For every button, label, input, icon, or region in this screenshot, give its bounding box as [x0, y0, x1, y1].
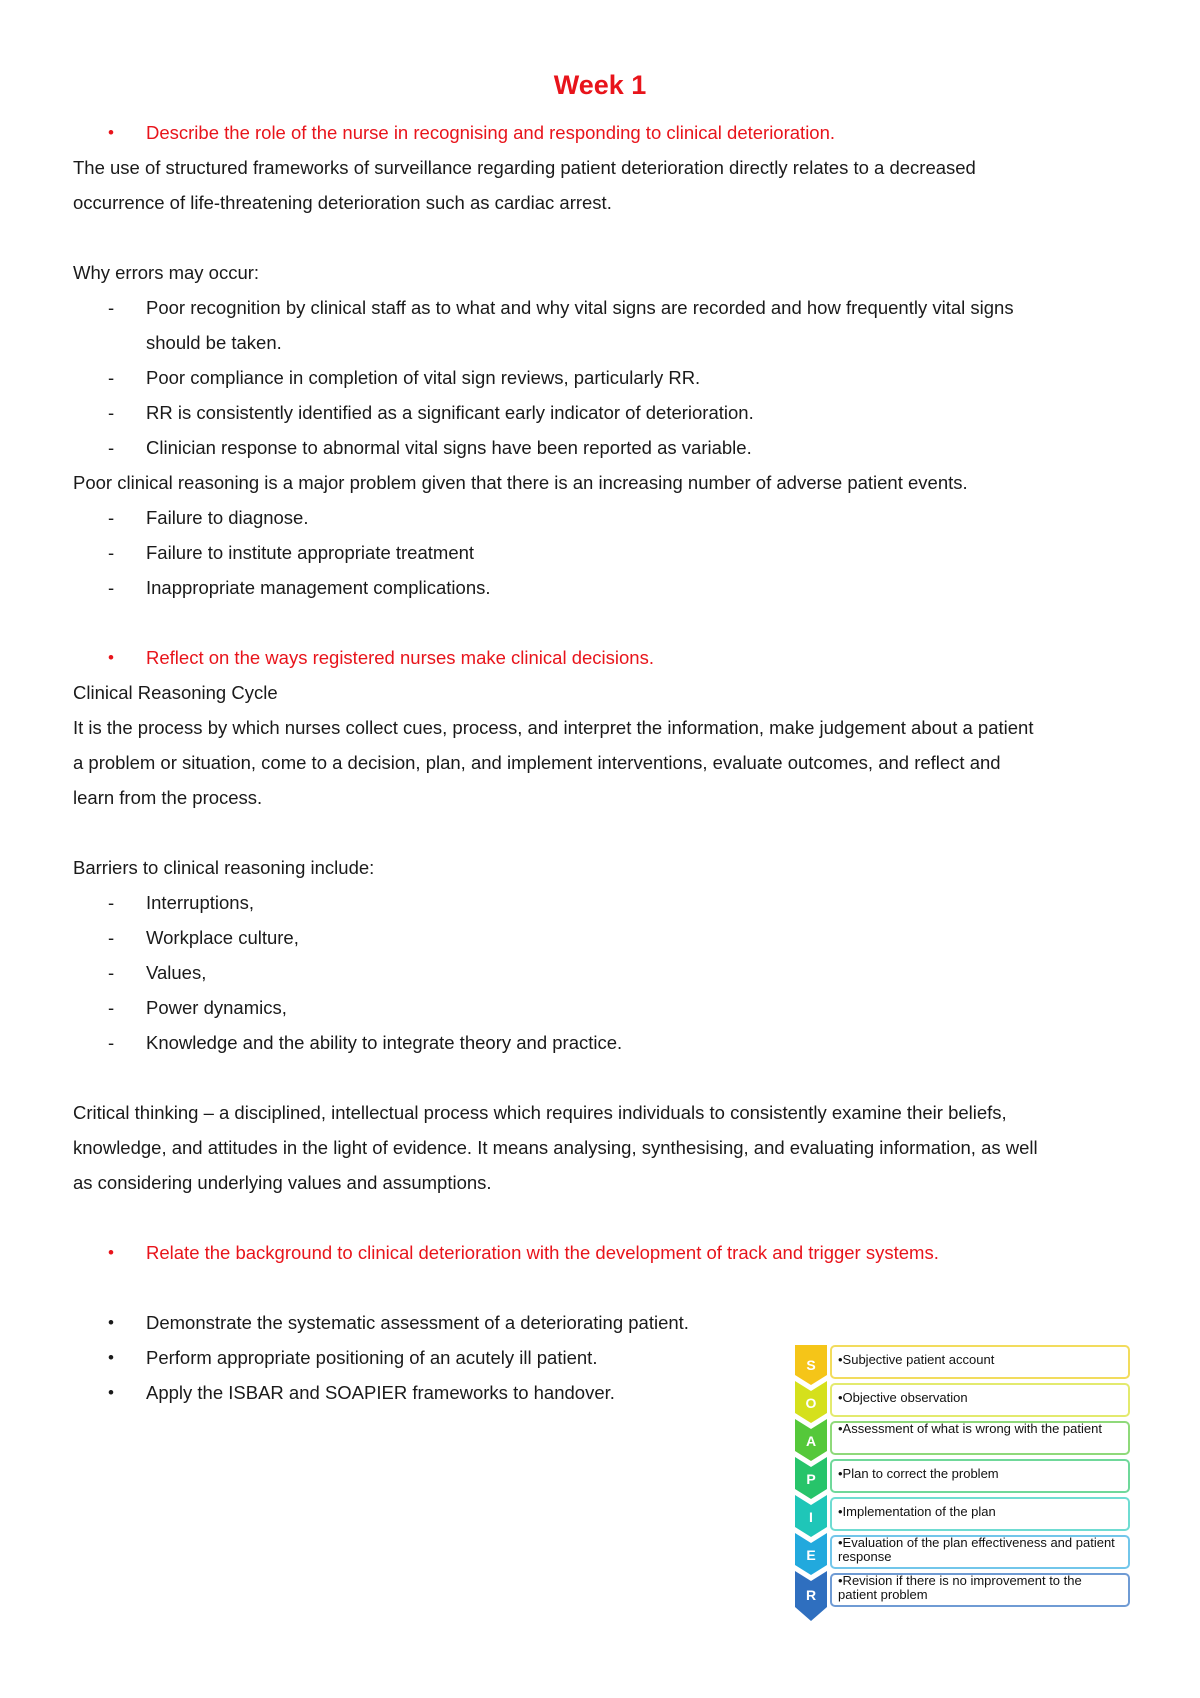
bullet-icon: • — [108, 648, 114, 667]
dash-marker: - — [108, 892, 115, 913]
soap-row-o — [830, 1383, 1130, 1417]
paragraph-line: Critical thinking – a disciplined, intellectual process which requires individuals to consistently examine their beliefs, — [73, 1102, 1007, 1123]
soap-letter-e: E — [806, 1547, 816, 1563]
list-item: Poor compliance in completion of vital sign reviews, particularly RR. — [146, 367, 701, 388]
objective-item: Apply the ISBAR and SOAPIER frameworks to handover. — [146, 1382, 615, 1403]
soap-letter-i: I — [809, 1509, 813, 1525]
soap-text-s: •Subjective patient account — [838, 1352, 995, 1367]
why-errors-heading: Why errors may occur: — [73, 262, 260, 283]
list-item: Workplace culture, — [146, 927, 299, 948]
list-item: Failure to institute appropriate treatment — [146, 542, 475, 563]
dash-marker: - — [108, 927, 115, 948]
list-item: Knowledge and the ability to integrate theory and practice. — [146, 1032, 623, 1053]
soap-letter-o: O — [805, 1395, 817, 1411]
list-item: Power dynamics, — [146, 997, 287, 1018]
dash-marker: - — [108, 437, 115, 458]
soap-letter-p: P — [806, 1471, 816, 1487]
barriers-heading: Barriers to clinical reasoning include: — [73, 857, 375, 878]
list-item-continuation: should be taken. — [146, 332, 282, 353]
soap-letter-s: S — [806, 1357, 816, 1373]
soap-text-i: •Implementation of the plan — [838, 1504, 996, 1519]
soap-letter-a: A — [805, 1433, 817, 1449]
bullet-icon: • — [108, 123, 114, 142]
paragraph-line: It is the process by which nurses collect cues, process, and interpret the information, make judgement about a patient — [73, 717, 1034, 738]
bullet-icon: • — [108, 1383, 114, 1402]
soap-row-a — [830, 1421, 1130, 1455]
dash-marker: - — [108, 962, 115, 983]
paragraph-line: knowledge, and attitudes in the light of evidence. It means analysing, synthesising, and evaluating information, as well — [73, 1137, 1038, 1158]
objective-item: Perform appropriate positioning of an acutely ill patient. — [146, 1347, 598, 1368]
bullet-icon: • — [108, 1243, 114, 1262]
soap-text-o: •Objective observation — [838, 1390, 968, 1405]
soap-letter-r: R — [805, 1587, 817, 1603]
soap-row-p — [830, 1459, 1130, 1493]
soapier-diagram — [795, 1345, 1130, 1633]
list-item: Poor recognition by clinical staff as to what and why vital signs are recorded and how frequently vital signs — [146, 297, 1014, 318]
objective-item: Demonstrate the systematic assessment of a deteriorating patient. — [146, 1312, 689, 1333]
soap-text-p: •Plan to correct the problem — [838, 1466, 999, 1481]
soap-text-e: •Evaluation of the plan effectiveness and patient response — [838, 1535, 1115, 1564]
bullet-icon: • — [108, 1313, 114, 1332]
objective-heading-2: Reflect on the ways registered nurses make clinical decisions. — [146, 647, 654, 668]
soap-text-a: •Assessment of what is wrong with the patient — [838, 1421, 1102, 1436]
paragraph-line: learn from the process. — [73, 787, 263, 808]
list-item: Failure to diagnose. — [146, 507, 309, 528]
soap-row-i — [830, 1497, 1130, 1531]
list-item: RR is consistently identified as a significant early indicator of deterioration. — [146, 402, 754, 423]
paragraph-line: Poor clinical reasoning is a major problem given that there is an increasing number of adverse patient events. — [73, 472, 968, 493]
dash-marker: - — [108, 297, 115, 318]
paragraph-line: a problem or situation, come to a decision, plan, and implement interventions, evaluate outcomes, and reflect and — [73, 752, 1001, 773]
paragraph-line: as considering underlying values and assumptions. — [73, 1172, 492, 1193]
cycle-title: Clinical Reasoning Cycle — [73, 682, 278, 703]
bullet-icon: • — [108, 1348, 114, 1367]
paragraph-line: The use of structured frameworks of surveillance regarding patient deterioration directly relates to a decreased — [73, 157, 976, 178]
dash-marker: - — [108, 1032, 115, 1053]
dash-marker: - — [108, 577, 115, 598]
dash-marker: - — [108, 542, 115, 563]
dash-marker: - — [108, 367, 115, 388]
list-item: Interruptions, — [146, 892, 254, 913]
list-item: Clinician response to abnormal vital signs have been reported as variable. — [146, 437, 752, 458]
soap-row-e — [830, 1535, 1130, 1569]
list-item: Inappropriate management complications. — [146, 577, 491, 598]
objective-heading-3: Relate the background to clinical deterioration with the development of track and trigger systems. — [146, 1242, 939, 1263]
page-title: Week 1 — [553, 70, 647, 100]
soap-text-r: •Revision if there is no improvement to the patient problem — [838, 1573, 1082, 1602]
list-item: Values, — [146, 962, 207, 983]
dash-marker: - — [108, 507, 115, 528]
dash-marker: - — [108, 997, 115, 1018]
soap-row-r — [830, 1573, 1130, 1607]
objective-heading-1: Describe the role of the nurse in recognising and responding to clinical deterioration. — [146, 122, 836, 143]
dash-marker: - — [108, 402, 115, 423]
soap-row-s — [830, 1345, 1130, 1379]
paragraph-line: occurrence of life-threatening deterioration such as cardiac arrest. — [73, 192, 612, 213]
